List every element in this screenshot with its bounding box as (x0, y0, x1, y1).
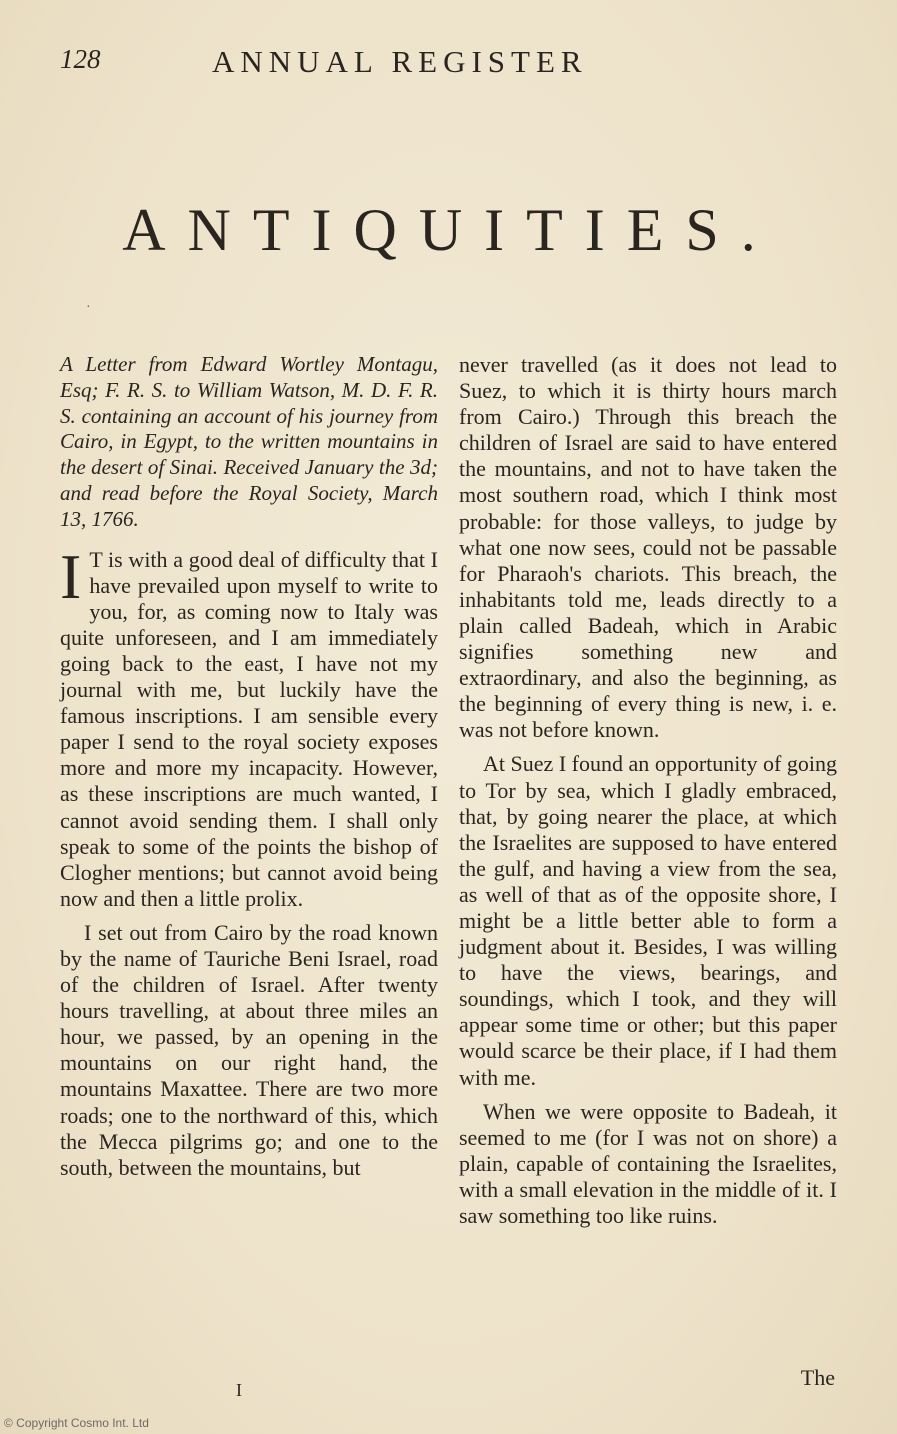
paragraph-2: I set out from Cairo by the road known by the name of Tauriche Beni Israel, road of the children of Israel. After twenty hours travelling, at about three miles an hour, we passed, by an opening in the mountains on our right hand, the mountains Maxattee. There are two more roads; one to the northward of this, which the Mecca pilgrims go; and one to the south, between the mountains, but (60, 919, 438, 1180)
running-head: ANNUAL REGISTER (212, 44, 588, 79)
letter-intro: A Letter from Edward Wortley Montagu, Esq; F. R. S. to William Watson, M. D. F. R. S. containing an account of his journey from Cairo, in Egypt, to the written mountains in the desert of Sinai. Received January the 3d; and read before the Royal Society, March 13, 1766. (60, 352, 438, 531)
drop-cap: I (60, 540, 82, 612)
decorative-mark: · (86, 300, 91, 315)
paragraph-1 (60, 540, 438, 912)
paragraph-3: At Suez I found an opportunity of going to Tor by sea, which I gladly embraced, that, by going nearer the place, at which the Israelites are supposed to have entered the gulf, and having a view from the sea, as well of that as of the opposite shore, I might be a little better able to form a judgment about it. Besides, I was willing to have the views, bearings, and soundings, which I took, and they will appear some time or other; but this paper would scarce be their place, if I had them with me. (459, 751, 837, 1090)
paragraph-2-continued: never travelled (as it does not lead to Suez, to which it is thirty hours march from Cairo.) Through this breach the children of Israel are said to have entered the mountains, and not to have taken the most southern road, which I think most probable: for those valleys, to judge by what one now sees, could not be passable for Pharaoh's chariots. This breach, the inhabitants told me, leads directly to a plain called Badeah, which in Arabic signifies something new and extraordinary, and also the beginning, as the beginning of every thing is new, i. e. was not before known. (459, 352, 837, 743)
paragraph-1-text: T is with a good deal of difficulty that I have prevailed upon myself to write to you, for, as coming now to Italy was quite unforeseen, and I am immediately going back to the east, I have not my journal with me, but luckily have the famous inscriptions. I am sensible every paper I send to the royal society exposes more and more my incapacity. However, as these inscriptions are much wanted, I cannot avoid sending them. I shall only speak to some of the points the bishop of Clogher mentions; but cannot avoid being now and then a little prolix. (60, 546, 438, 911)
catchword: The (800, 1365, 835, 1390)
copyright-notice: © Copyright Cosmo Int. Ltd (4, 1416, 149, 1430)
left-column (60, 352, 438, 1189)
page-number: 128 (60, 44, 101, 74)
section-title: ANTIQUITIES. (122, 197, 778, 263)
right-column (459, 352, 837, 1237)
paragraph-4: When we were opposite to Badeah, it seemed to me (for I was not on shore) a plain, capable of containing the Israelites, with a small elevation in the middle of it. I saw something too like ruins. (459, 1098, 837, 1228)
signature-mark: I (236, 1380, 242, 1400)
page-header (60, 44, 840, 84)
